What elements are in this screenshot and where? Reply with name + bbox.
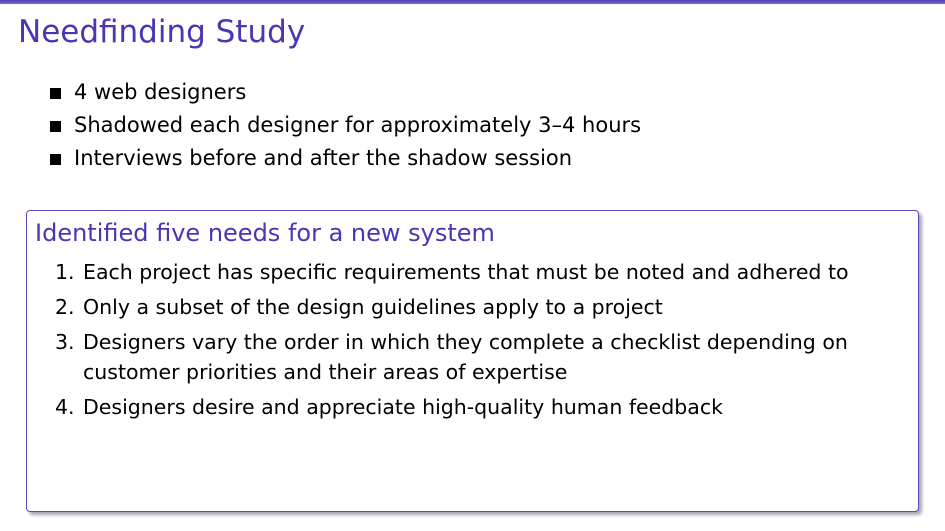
bullet-item <box>48 142 641 175</box>
need-item <box>27 327 907 387</box>
bullet-item <box>48 76 641 109</box>
need-item <box>27 257 907 287</box>
need-number: 3. <box>55 330 75 354</box>
need-text: Designers desire and appreciate high-quality human feedback <box>83 395 724 419</box>
need-number: 2. <box>55 295 75 319</box>
need-item <box>27 292 907 322</box>
need-text: Only a subset of the design guidelines apply to a project <box>83 295 663 319</box>
bullet-list <box>48 76 641 175</box>
bullet-item <box>48 109 641 142</box>
slide-title: Needfinding Study <box>18 14 306 50</box>
needs-box-title: Identified five needs for a new system <box>35 219 495 247</box>
square-bullet-icon <box>50 88 61 99</box>
need-text: Designers vary the order in which they complete a checklist depending on customer priorities and their areas of expertise <box>83 330 848 384</box>
square-bullet-icon <box>50 121 61 132</box>
top-rule <box>0 0 945 4</box>
need-number: 1. <box>55 260 75 284</box>
need-number: 4. <box>55 395 75 419</box>
needs-box <box>26 210 919 512</box>
bullet-text: Shadowed each designer for approximately 3–4 hours <box>74 113 642 137</box>
square-bullet-icon <box>50 154 61 165</box>
bullet-text: 4 web designers <box>74 80 247 104</box>
needs-list <box>27 257 907 427</box>
bullet-text: Interviews before and after the shadow session <box>74 146 573 170</box>
need-item <box>27 392 907 422</box>
need-text: Each project has specific requirements that must be noted and adhered to <box>83 260 849 284</box>
